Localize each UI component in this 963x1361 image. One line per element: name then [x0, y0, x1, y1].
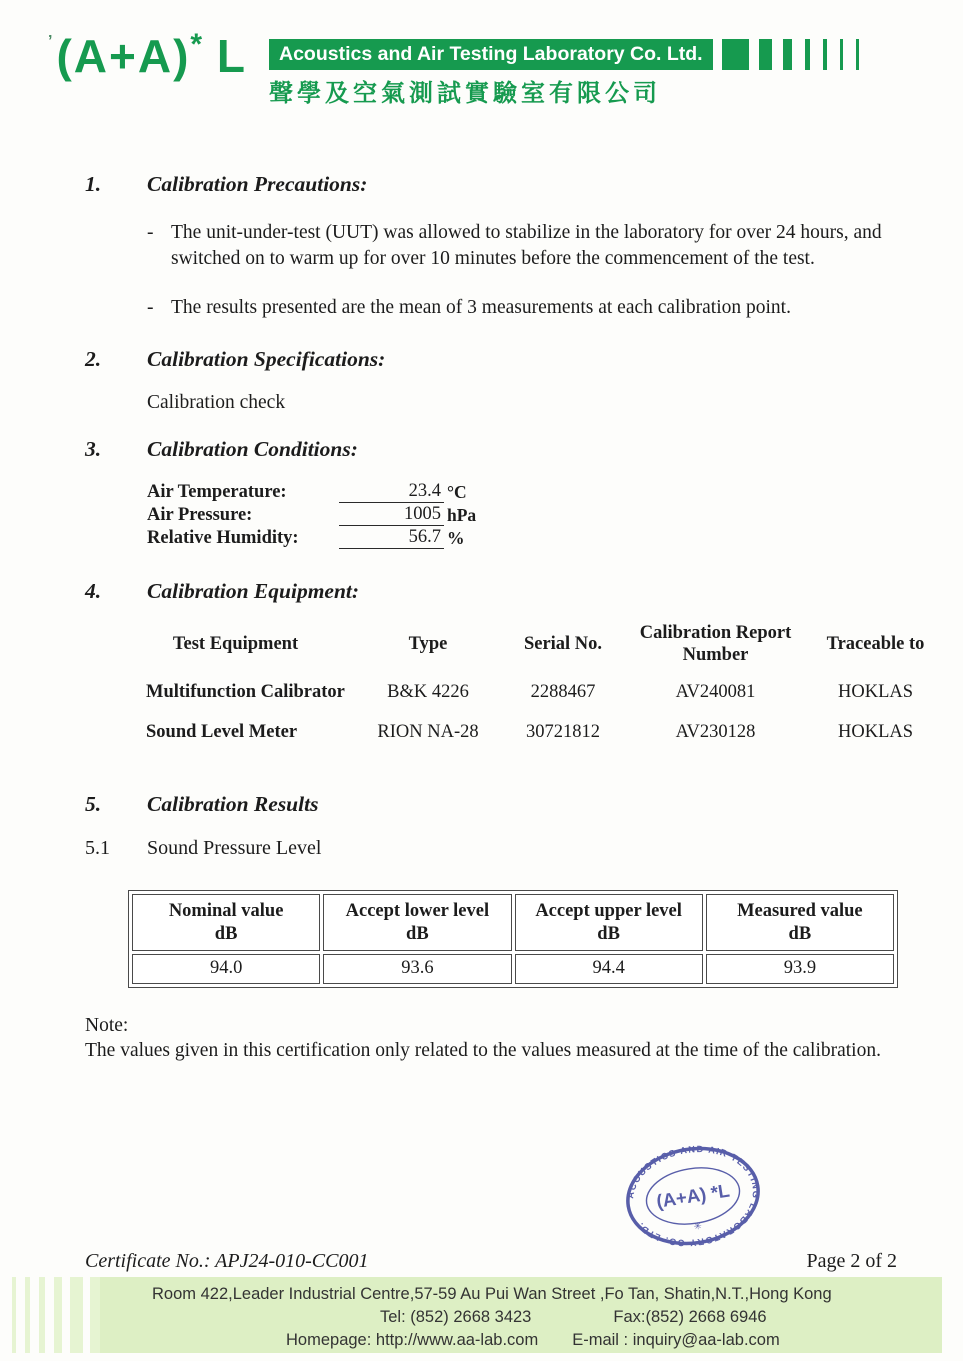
precaution-bullet-2 [147, 295, 963, 321]
section-number: 4. [85, 579, 102, 603]
company-logo [48, 28, 247, 82]
equipment-serial: 2288467 [530, 682, 596, 702]
equipment-header-row [118, 614, 943, 672]
col-header-accept-upper: Accept upper level dB [515, 894, 703, 951]
bullet-text: The results presented are the mean of 3 measurements at each calibration point. [171, 297, 791, 318]
section-specifications-heading [0, 347, 963, 372]
accept-lower-value: 93.6 [323, 954, 511, 984]
subsection-title: Sound Pressure Level [147, 837, 322, 859]
section-number: 5. [85, 792, 102, 816]
footer-web-line [100, 1329, 942, 1352]
section-number: 3. [85, 437, 102, 461]
logo-main: (A+A) [56, 30, 191, 82]
stamp-bottom-mark: ✳ [692, 1220, 703, 1233]
banner-row [269, 39, 859, 70]
condition-label: Air Pressure: [147, 505, 253, 525]
conditions-list [147, 480, 963, 549]
equipment-report-no: AV230128 [675, 722, 756, 742]
results-table [128, 890, 898, 988]
nominal-value: 94.0 [132, 954, 320, 984]
footer-telfax-line [100, 1306, 942, 1329]
equipment-table [118, 614, 943, 752]
logo-asterisk: * [190, 28, 203, 61]
condition-unit: °C [447, 482, 467, 502]
col-header-test-equipment: Test Equipment [172, 634, 299, 654]
equipment-type: B&K 4226 [387, 682, 469, 702]
header-bars-decoration [722, 39, 859, 70]
section-equipment-heading [0, 579, 963, 604]
section-number: 2. [85, 347, 102, 371]
footer [0, 1277, 963, 1353]
note-label: Note: [85, 1015, 129, 1036]
condition-unit: % [447, 528, 465, 548]
note-block [85, 1014, 897, 1062]
equipment-name: Sound Level Meter [146, 722, 298, 742]
scan-artifact-mark: ’ [48, 33, 55, 50]
header [0, 0, 963, 112]
condition-unit: hPa [447, 505, 477, 525]
subsection-sound-pressure-level [0, 837, 963, 860]
condition-row-pressure [147, 503, 963, 526]
equipment-type: RION NA-28 [377, 722, 479, 742]
results-header-row [132, 894, 894, 951]
footer-address: Room 422,Leader Industrial Centre,57-59 Au Pui Wan Street ,Fo Tan, Shatin,N.T.,Hong Kong [152, 1285, 832, 1303]
bullet-text: The unit-under-test (UUT) was allowed to stabilize in the laboratory for over 24 hours, and switched on to warm up for over 10 minutes before the commencement of the test. [171, 222, 882, 269]
table-row [118, 712, 943, 752]
header-right [269, 30, 859, 108]
bullet-dash: - [147, 297, 154, 318]
condition-label: Air Temperature: [147, 482, 287, 502]
col-header-calibration-report-number: Calibration Report Number [639, 623, 792, 665]
specifications-body: Calibration check [147, 392, 286, 413]
condition-value: 56.7 [339, 526, 444, 549]
section-results-heading [0, 792, 963, 817]
section-precautions-heading [0, 172, 963, 197]
footer-homepage: Homepage: http://www.aa-lab.com [286, 1331, 539, 1349]
page-number: Page 2 of 2 [806, 1250, 897, 1272]
section-title: Calibration Conditions: [147, 437, 358, 461]
footer-fax: Fax:(852) 2668 6946 [613, 1308, 767, 1326]
equipment-traceable: HOKLAS [837, 722, 914, 742]
certificate-number: Certificate No.: APJ24-010-CC001 [85, 1250, 369, 1272]
col-header-measured-value: Measured value dB [706, 894, 894, 951]
subsection-number: 5.1 [85, 837, 110, 859]
condition-value: 23.4 [339, 480, 444, 503]
col-header-accept-lower: Accept lower level dB [323, 894, 511, 951]
col-header-serial-no: Serial No. [523, 634, 603, 654]
equipment-traceable: HOKLAS [837, 682, 914, 702]
precaution-bullet-1 [147, 220, 963, 272]
col-header-nominal-value: Nominal value dB [132, 894, 320, 951]
condition-row-temperature [147, 480, 963, 503]
table-row [118, 672, 943, 712]
footer-tel: Tel: (852) 2668 3423 [380, 1308, 532, 1326]
results-value-row [132, 954, 894, 984]
section-number: 1. [85, 172, 102, 196]
company-name-banner: Acoustics and Air Testing Laboratory Co. Ltd. [269, 39, 713, 70]
equipment-name: Multifunction Calibrator [146, 682, 345, 702]
footer-email: E-mail : inquiry@aa-lab.com [572, 1331, 780, 1349]
note-text: The values given in this certification only related to the values measured at the time of the calibration. [85, 1040, 881, 1061]
col-header-type: Type [408, 634, 448, 654]
equipment-report-no: AV240081 [675, 682, 756, 702]
section-title: Calibration Equipment: [147, 579, 360, 603]
stamp-ring-text: ACOUSTICS AND AIR TESTING LABORATORY CO. LTD. [625, 1144, 762, 1248]
accept-upper-value: 94.4 [515, 954, 703, 984]
logo-l: L [216, 30, 247, 82]
condition-row-humidity [147, 526, 963, 549]
bullet-dash: - [147, 222, 154, 243]
section-conditions-heading [0, 437, 963, 462]
condition-value: 1005 [339, 503, 444, 526]
stamp-center-text: (A+A) *L [654, 1179, 732, 1212]
col-header-traceable-to: Traceable to [826, 634, 925, 654]
condition-label: Relative Humidity: [147, 528, 299, 548]
section-title: Calibration Specifications: [147, 347, 386, 371]
equipment-serial: 30721812 [526, 722, 600, 742]
company-stamp-seal [614, 1132, 771, 1261]
section-title: Calibration Precautions: [147, 172, 368, 196]
footer-address-band [100, 1277, 942, 1353]
company-name-chinese: 聲學及空氣測試實驗室有限公司 [268, 81, 661, 107]
section-title: Calibration Results [147, 792, 319, 816]
measured-value: 93.9 [706, 954, 894, 984]
footer-stripes-decoration [12, 1277, 110, 1353]
